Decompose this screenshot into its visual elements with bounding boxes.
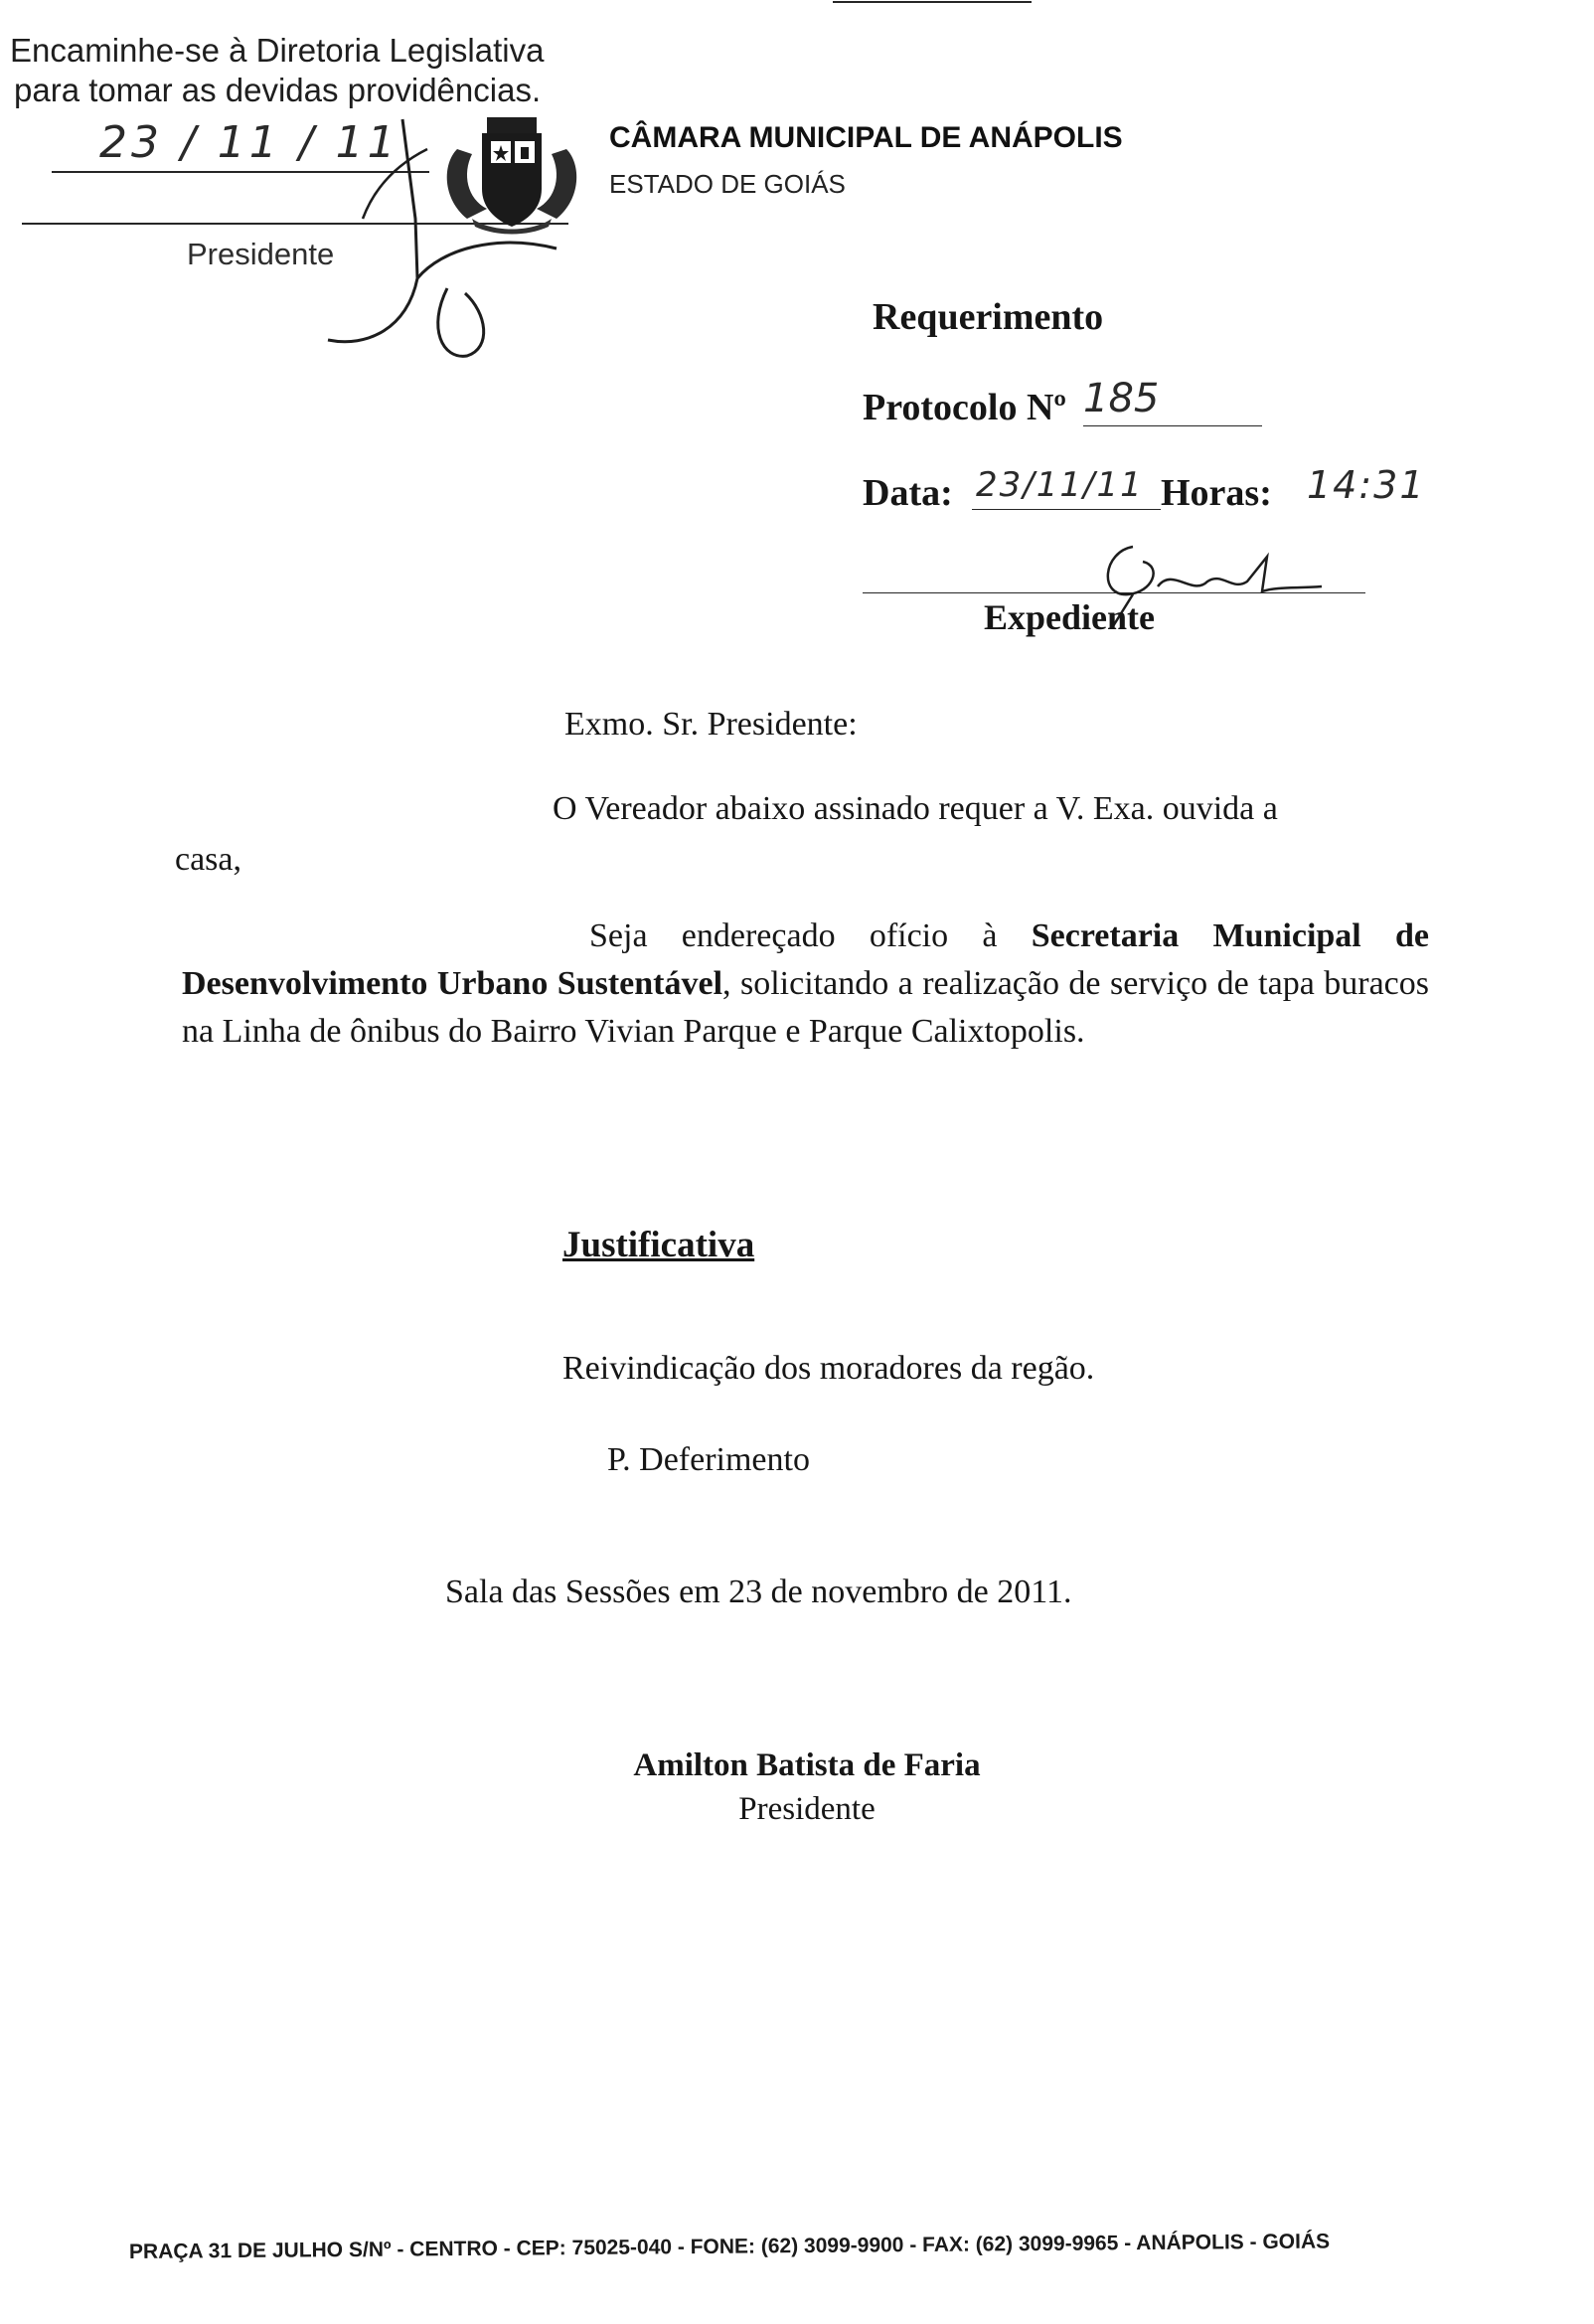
stamp-handwritten-date: 23 / 11 / 11 [99,117,399,168]
request-lead-continuation: casa, [175,841,242,878]
request-paragraph-intro: Seja endereçado ofício à [589,917,1032,954]
date-value: 23/11/11 [976,465,1144,505]
stamp-president-label: Presidente [187,237,335,271]
footer-address: PRAÇA 31 DE JULHO S/Nº - CENTRO - CEP: 75025-040 - FONE: (62) 3099-9900 - FAX: (62) 3099-9965 - ANÁPOLIS - GOIÁS [128,2230,1331,2263]
organization-state: ESTADO DE GOIÁS [609,169,846,199]
justification-title: Justificativa [562,1225,755,1265]
closing-formula: P. Deferimento [607,1441,810,1478]
signer-role: Presidente [738,1791,876,1827]
place-and-date: Sala das Sessões em 23 de novembro de 2011. [445,1574,1072,1610]
greeting: Exmo. Sr. Presidente: [564,706,858,743]
signer-name: Amilton Batista de Faria [633,1747,981,1783]
scan-edge-line [833,1,1032,3]
protocol-number: 185 [1083,376,1160,421]
municipal-crest-icon [437,109,586,239]
protocol-label: Protocolo Nº [863,387,1066,428]
date-label: Data: [863,472,953,514]
request-paragraph [182,913,1429,1056]
date-value-rule [972,509,1161,510]
stamp-instruction-line-2: para tomar as devidas providências. [14,72,542,108]
protocol-number-rule [1083,425,1262,426]
hours-label: Horas: [1161,472,1272,514]
request-paragraph-department: Secretaria Municipal de Desenvolvimento Urbano Sustentável [182,917,1430,1002]
request-paragraph-rest: , solicitando a realização de serviço de tapa buracos na Linha de ônibus do Bairro Vivian Parque e Parque Calixtopolis. [182,965,1429,1050]
request-lead-line: O Vereador abaixo assinado requer a V. Exa. ouvida a [553,790,1278,827]
hours-value: 14:31 [1307,463,1426,507]
justification-text: Reivindicação dos moradores da regão. [562,1350,1095,1387]
request-title: Requerimento [873,296,1104,338]
organization-name: CÂMARA MUNICIPAL DE ANÁPOLIS [609,121,1123,154]
stamp-instruction-line-1: Encaminhe-se à Diretoria Legislativa [10,32,545,69]
dispatch-label: Expediente [984,597,1156,637]
